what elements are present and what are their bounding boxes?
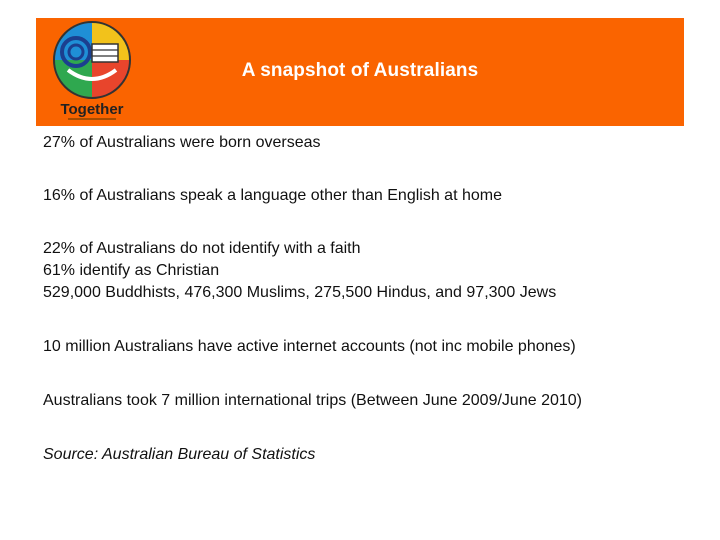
- together-logo-icon: [46, 18, 138, 122]
- fact-language: 16% of Australians speak a language other than English at home: [43, 187, 502, 204]
- fact-christian: 61% identify as Christian: [43, 262, 220, 279]
- fact-list: [43, 132, 693, 466]
- source-citation: Source: Australian Bureau of Statistics: [43, 446, 316, 463]
- svg-text:Together: Together: [60, 101, 124, 118]
- page-title: A snapshot of Australians: [241, 60, 479, 81]
- fact-trips: Australians took 7 million international trips (Between June 2009/June 2010): [43, 392, 582, 409]
- fact-internet: 10 million Australians have active internet accounts (not inc mobile phones): [43, 338, 576, 355]
- fact-religions: 529,000 Buddhists, 476,300 Muslims, 275,500 Hindus, and 97,300 Jews: [43, 284, 557, 301]
- fact-no-faith: 22% of Australians do not identify with a faith: [43, 240, 361, 257]
- fact-born-overseas: 27% of Australians were born overseas: [43, 134, 321, 151]
